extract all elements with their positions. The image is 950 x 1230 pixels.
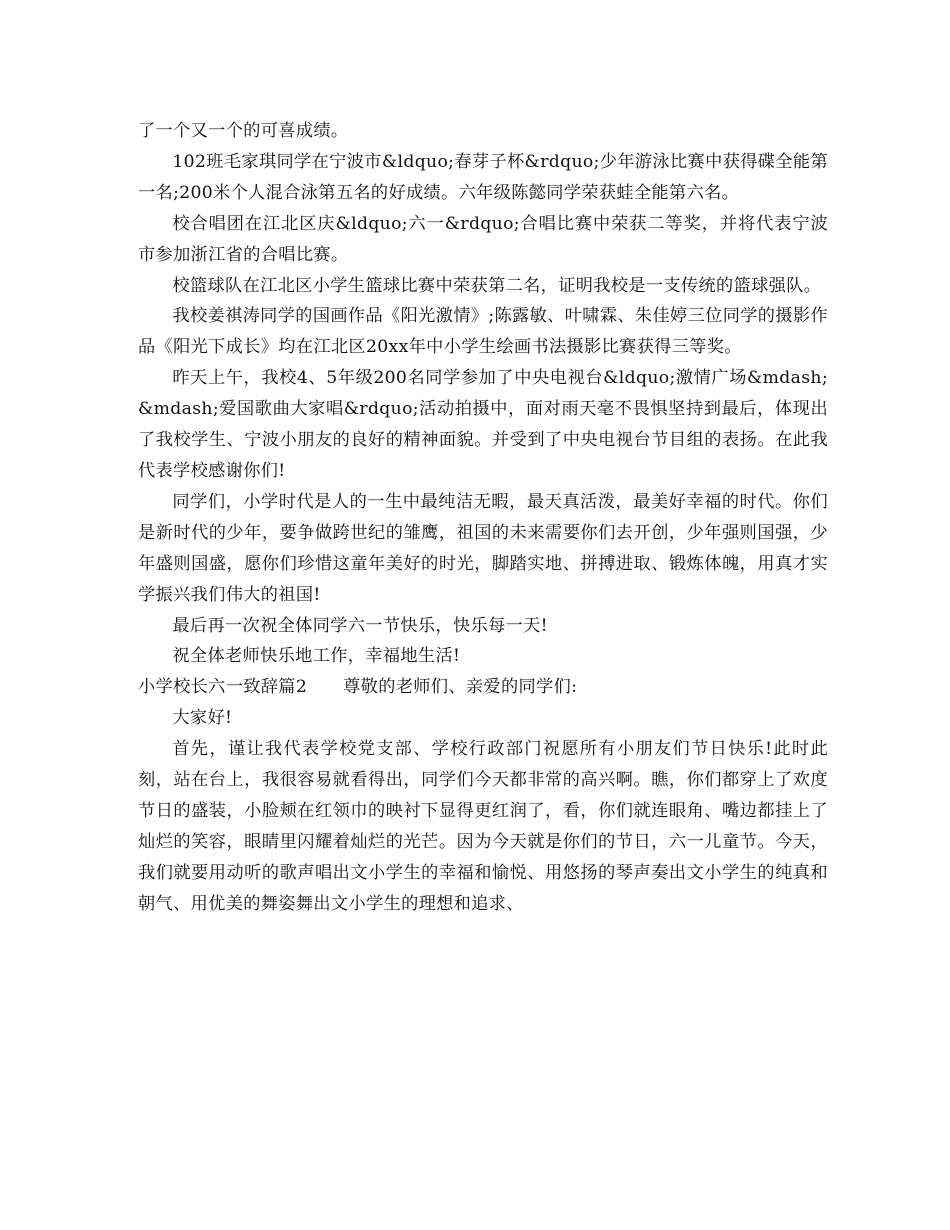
document-body [138,116,828,920]
paragraph-opening: 首先，谨让我代表学校党支部、学校行政部门祝愿所有小朋友们节日快乐!此时此刻，站在台上，我很容易就看得出，同学们今天都非常的高兴啊。瞧，你们都穿上了欢度节日的盛装，小脸颊在红领巾的映衬下显得更红润了，看，你们就连眼角、嘴边都挂上了灿烂的笑容，眼睛里闪耀着灿烂的光芒。因为今天就是你们的节日，六一儿童节。今天，我们就要用动听的歌声唱出文小学生的幸福和愉悦、用悠扬的琴声奏出文小学生的纯真和朝气、用优美的舞姿舞出文小学生的理想和追求、 [138,739,828,914]
paragraph-choir: 校合唱团在江北区庆&ldquo;六一&rdquo;合唱比赛中荣获二等奖，并将代表宁波市参加浙江省的合唱比赛。 [138,213,828,265]
paragraph-swimming: 102班毛家琪同学在宁波市&ldquo;春芽子杯&rdquo;少年游泳比赛中获得碟全能第一名;200米个人混合泳第五名的好成绩。六年级陈懿同学荣获蛙全能第六名。 [138,151,828,203]
paragraph-basketball: 校篮球队在江北区小学生篮球比赛中荣获第二名，证明我校是一支传统的篮球强队。 [172,275,822,296]
paragraph-hello: 大家好! [172,708,233,729]
greeting-line: 尊敬的老师们、亲爱的同学们: [343,677,578,698]
paragraph-students: 同学们，小学时代是人的一生中最纯洁无暇，最天真活泼，最美好幸福的时代。你们是新时代的少年，要争做跨世纪的雏鹰，祖国的未来需要你们去开创，少年强则国强，少年盛则国盛，愿你们珍惜这童年美好的时光，脚踏实地、拼搏进取、锻炼体魄，用真才实学振兴我们伟大的祖国! [138,491,828,605]
paragraph-art: 我校姜祺涛同学的国画作品《阳光激情》;陈露敏、叶啸霖、朱佳婷三位同学的摄影作品《阳光下成长》均在江北区20xx年中小学生绘画书法摄影比赛获得三等奖。 [138,306,828,358]
paragraph-continued: 了一个又一个的可喜成绩。 [138,121,349,141]
paragraph-wish-students: 最后再一次祝全体同学六一节快乐，快乐每一天! [172,615,548,636]
section-title: 小学校长六一致辞篇2 [138,677,308,698]
paragraph-cctv: 昨天上午，我校4、5年级200名同学参加了中央电视台&ldquo;激情广场&mdash;&mdash;爱国歌曲大家唱&rdquo;活动拍摄中，面对雨天毫不畏惧坚持到最后，体现出了我校学生、宁波小朋友的良好的精神面貌。并受到了中央电视台节目组的表扬。在此我代表学校感谢你们! [138,368,828,481]
paragraph-wish-teachers: 祝全体老师快乐地工作，幸福地生活! [172,646,461,667]
section-heading-line [138,672,828,703]
